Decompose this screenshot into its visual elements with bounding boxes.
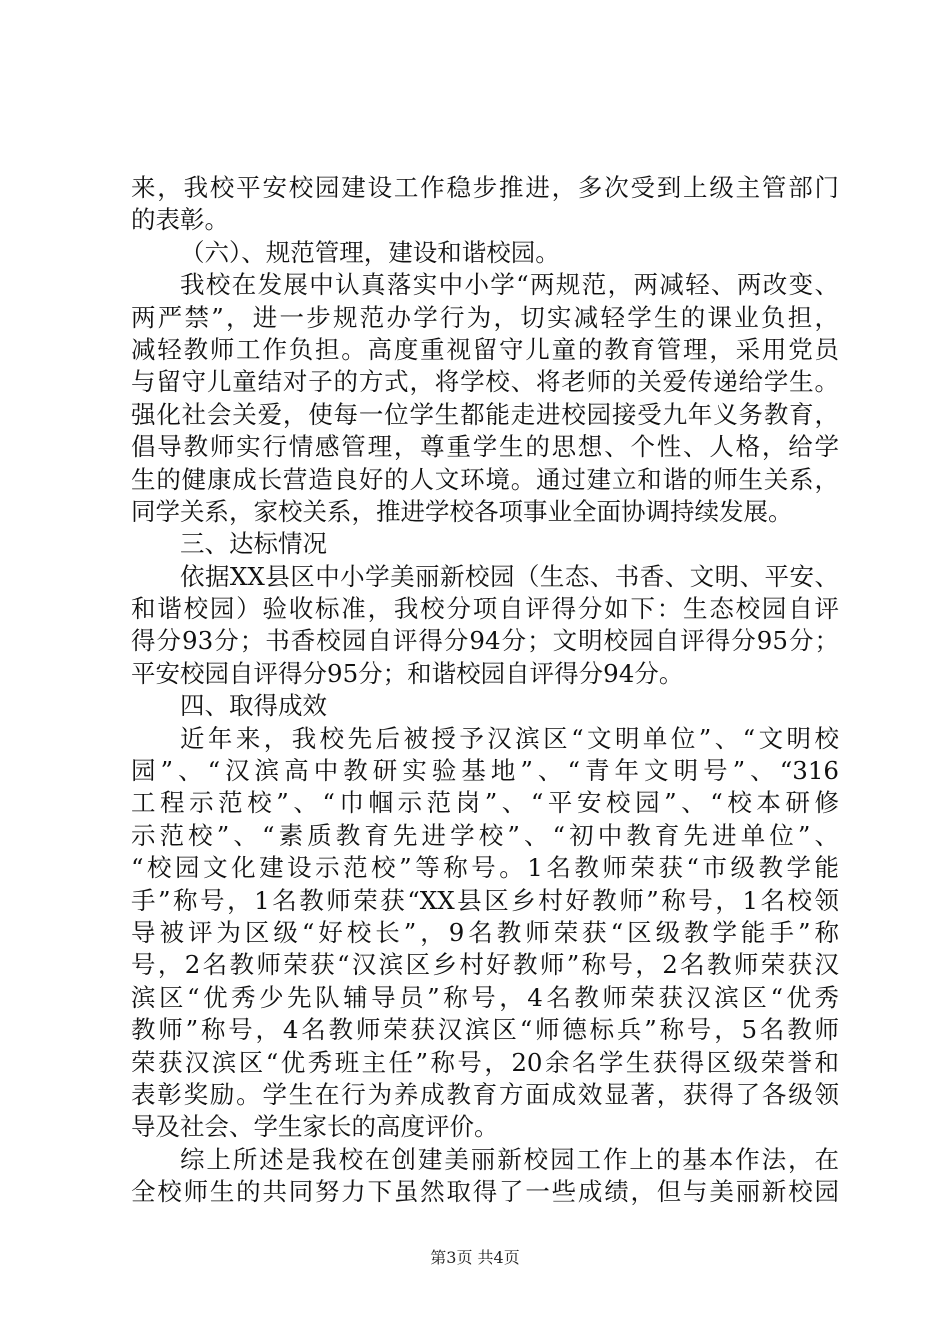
text-line: 教师”称号，4名教师荣获汉滨区“师德标兵”称号，5名教师 — [131, 1015, 839, 1045]
text-line: 工程示范校”、“巾帼示范岗”、“平安校园”、“校本研修 — [131, 788, 839, 818]
text-line: 两严禁”，进一步规范办学行为，切实减轻学生的课业负担， — [131, 302, 839, 332]
text-line: 示范校”、“素质教育先进学校”、“初中教育先进单位”、 — [131, 820, 839, 850]
text-line: 我校在发展中认真落实中小学“两规范，两减轻、两改变、 — [180, 270, 839, 300]
text-line: 强化社会关爱，使每一位学生都能走进校园接受九年义务教育， — [131, 399, 839, 429]
text-line: 综上所述是我校在创建美丽新校园工作上的基本作法，在 — [180, 1144, 839, 1174]
text-line: 全校师生的共同努力下虽然取得了一些成绩，但与美丽新校园 — [131, 1177, 839, 1207]
text-line: 减轻教师工作负担。高度重视留守儿童的教育管理，采用党员 — [131, 334, 839, 364]
page-footer: 第3页 共4页 — [430, 1248, 520, 1267]
text-line: 得分93分；书香校园自评得分94分；文明校园自评得分95分； — [131, 626, 839, 656]
text-line: 号，2名教师荣获“汉滨区乡村好教师”称号，2名教师荣获汉 — [131, 950, 839, 980]
text-line: 来，我校平安校园建设工作稳步推进，多次受到上级主管部门 — [131, 173, 839, 202]
text-line: （六）、规范管理，建设和谐校园。 — [180, 237, 560, 267]
text-line: 导及社会、学生家长的高度评价。 — [131, 1112, 499, 1142]
text-line: 和谐校园）验收标准，我校分项自评得分如下：生态校园自评 — [131, 594, 839, 624]
document-body — [131, 172, 839, 1209]
text-line: 近年来，我校先后被授予汉滨区“文明单位”、“文明校 — [180, 723, 839, 753]
text-line: 倡导教师实行情感管理，尊重学生的思想、个性、人格，给学 — [131, 432, 839, 462]
text-line: 滨区“优秀少先队辅导员”称号，4名教师荣获汉滨区“优秀 — [131, 982, 839, 1012]
text-line: 手”称号，1名教师荣获“XX县区乡村好教师”称号，1名校领 — [131, 885, 839, 915]
text-line: 导被评为区级“好校长”，9名教师荣获“区级教学能手”称 — [131, 917, 839, 947]
text-line: “校园文化建设示范校”等称号。1名教师荣获“市级教学能 — [131, 853, 839, 883]
text-line: 表彰奖励。学生在行为养成教育方面成效显著，获得了各级领 — [131, 1079, 839, 1109]
text-line: 同学关系，家校关系，推进学校各项事业全面协调持续发展。 — [131, 496, 793, 526]
text-line: 荣获汉滨区“优秀班主任”称号，20余名学生获得区级荣誉和 — [131, 1047, 839, 1077]
text-line: 依据XX县区中小学美丽新校园（生态、书香、文明、平安、 — [180, 561, 839, 591]
text-line: 与留守儿童结对子的方式，将学校、将老师的关爱传递给学生。 — [131, 367, 839, 397]
text-line: 的表彰。 — [131, 205, 229, 235]
text-line: 三、达标情况 — [180, 529, 327, 559]
text-line: 生的健康成长营造良好的人文环境。通过建立和谐的师生关系， — [131, 464, 839, 494]
text-line: 平安校园自评得分95分；和谐校园自评得分94分。 — [131, 658, 684, 688]
text-line: 园”、“汉滨高中教研实验基地”、“青年文明号”、“316 — [131, 756, 839, 786]
text-line: 四、取得成效 — [180, 691, 327, 721]
